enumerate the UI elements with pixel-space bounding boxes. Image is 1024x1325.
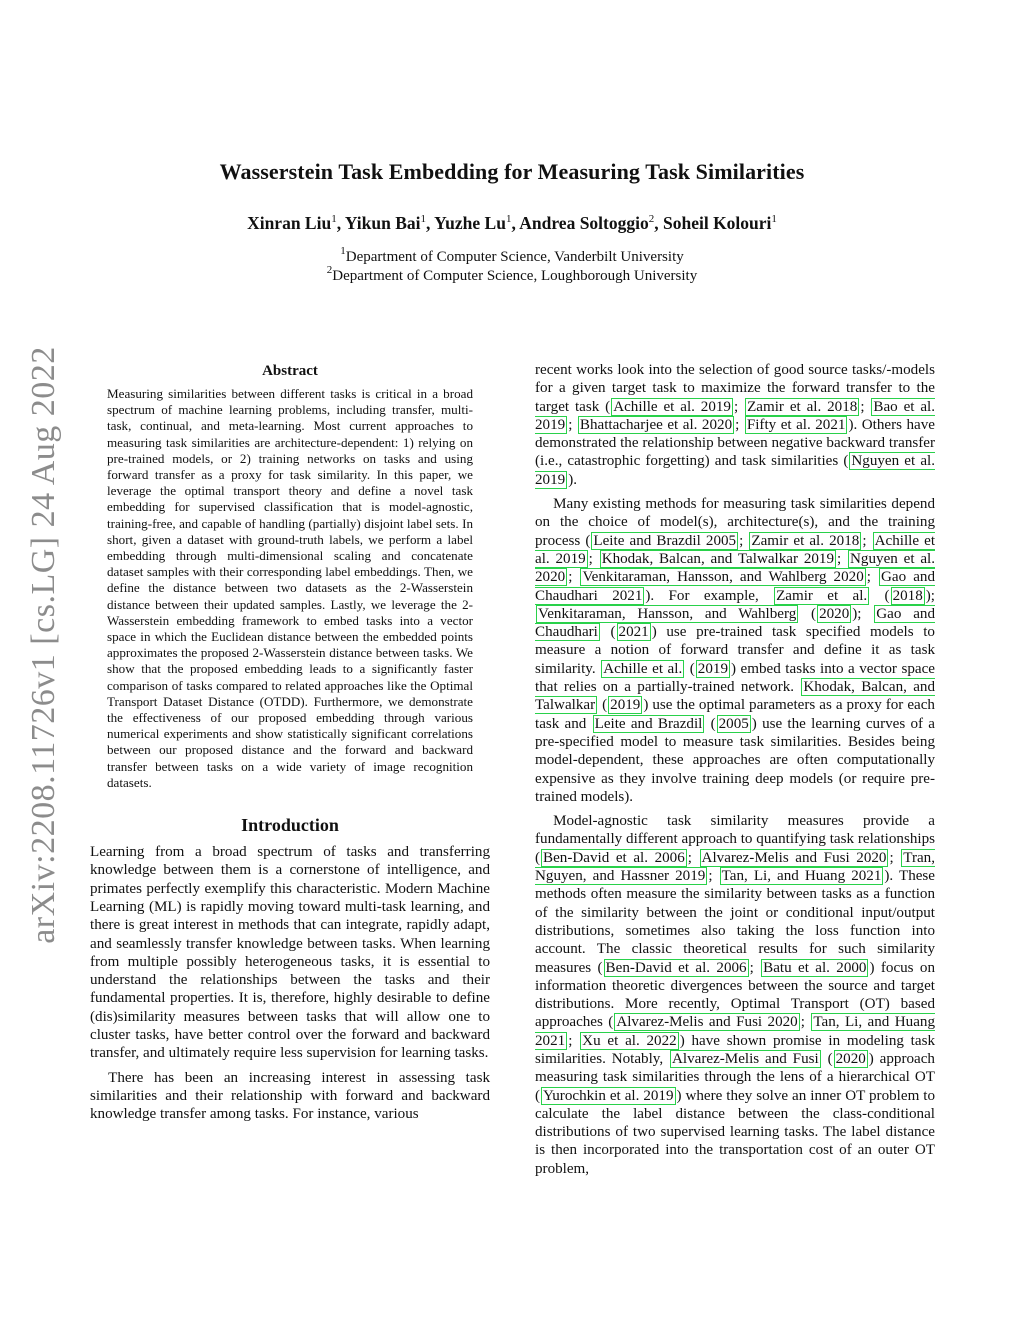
- citation-link[interactable]: Nguyen et al. 2020: [535, 550, 936, 586]
- citation-link[interactable]: Ben-David et al. 2006: [605, 959, 747, 976]
- arxiv-identifier: [18, 346, 70, 944]
- citation-link[interactable]: Ben-David et al. 2006: [543, 849, 685, 866]
- abstract-body: Measuring similarities between different tasks is critical in a broad spectrum of machine learning problems, including transfer, multi-task, continual, and meta-learning. Most current approaches to measuring task similarities are architecture-dependent: 1) relying on pre-trained models, or 2) training networks on tasks and using forward transfer as a proxy for task similarity. In this paper, we leverage the optimal transport theory and define a novel task embedding for supervised classification that is model-agnostic, training-free, and capable of handling (partially) disjoint label sets. In short, given a dataset with ground-truth labels, we perform a label embedding through multi-dimensional scaling and concatenate dataset samples with their corresponding label embeddings. Then, we define the distance between two datasets as the 2-Wasserstein distance between their updated samples. Lastly, we leverage the 2-Wasserstein embedding framework to embed tasks into a vector space in which the Euclidean distance between the embedded points approximates the proposed 2-Wasserstein distance between tasks. We show that the proposed embedding leads to a significantly faster comparison of tasks compared to related approaches like the Optimal Transport Dataset Distance (OTDD). Furthermore, we demonstrate the effectiveness of our proposed embedding through various numerical experiments and show statistically significant correlations between our proposed distance and the forward and backward transfer between tasks on a wide variety of image recognition datasets.: [107, 386, 473, 790]
- citation-link[interactable]: Khodak, Balcan, and Talwalkar 2019: [601, 550, 835, 567]
- citation-link[interactable]: Khodak, Balcan, and Talwalkar: [535, 679, 935, 714]
- citation-link[interactable]: Achille et al. 2019: [535, 532, 936, 567]
- citation-link[interactable]: 2020: [819, 605, 850, 622]
- citation-link[interactable]: 2019: [697, 660, 728, 677]
- citation-link[interactable]: 2018: [892, 587, 923, 604]
- author-affiliation-mark: 1: [420, 213, 427, 225]
- author-affiliation-mark: 1: [505, 213, 512, 225]
- citation-link[interactable]: Fifty et al. 2021: [746, 416, 846, 433]
- right-paragraph-3: Model-agnostic task similarity measures provide a fundamentally different approach to quantifying task relationships ( Ben-David et al. 2006 ; Alvarez-Melis and Fusi 2020 ; Tran, Nguyen, and Hassner 2019 ; Tan, Li, and Huang 2021 ). These methods often measure the similarity between tasks as a function of the similarity between the joint or conditional input/output distributions, sometimes also taking the loss function into account. The classic theoretical results for such similarity measures ( Ben-David et al. 2006 ; Batu et al. 2000 ) focus on information theoretic divergences between the source and target distributions. More recently, Optimal Transport (OT) based approaches ( Alvarez-Melis and Fusi 2020 ; Tan, Li, and Huang 2021 ; Xu et al. 2022 ) have shown promise in modeling task similarities. Notably, Alvarez-Melis and Fusi ( 2020 ) approach measuring task similarities through the lens of a hierarchical OT ( Yurochkin et al. 2019 ) where they solve an inner OT problem to calculate the label distance between the class-conditional distributions of two supervised learning tasks. The label distance is then incorporated into the transportation cost of an outer OT problem,: [535, 813, 936, 1177]
- citation-link[interactable]: 2020: [835, 1050, 866, 1067]
- citation-link[interactable]: Tan, Li, and Huang 2021: [721, 868, 882, 885]
- introduction-paragraph-2: There has been an increasing interest in assessing task similarities and their relationship with forward and backward knowledge transfer among tasks. For instance, various: [90, 1069, 490, 1123]
- author-name: Soheil Kolouri: [662, 213, 772, 233]
- author-affiliation-mark: 1: [771, 213, 777, 225]
- right-paragraph-1: recent works look into the selection of good source tasks/-models for a given target task to maximize the forward transfer to the target task ( Achille et al. 2019 ; Zamir et al. 2018 ; Bao et al. 2019 ; Bhattacharjee et al. 2020 ; Fifty et al. 2021 ). Others have demonstrated the relationship between negative backward transfer (i.e., catastrophic forgetting) and task similarities ( Nguyen et al. 2019 ).: [535, 362, 936, 488]
- introduction-paragraph-1: Learning from a broad spectrum of tasks and transferring knowledge between them is a cornerstone of intelligence, and primates perfectly exemplify this characteristic. Modern Machine Learning (ML) is rapidly moving toward multi-task learning, and there is great interest in methods that can integrate, rapidly adapt, and seamlessly transfer knowledge between tasks. When learning from multiple possibly heterogeneous tasks, it is essential to understand the relationships between the tasks and their fundamental properties. It is, therefore, highly desirable to define (dis)similarity measures between tasks that will allow one to cluster tasks, have better control over the forward and backward transfer, and ultimately require less supervision for learning tasks.: [90, 844, 490, 1062]
- right-paragraph-2: Many existing methods for measuring task similarities depend on the choice of model(s), architecture(s), and the training process ( Leite and Brazdil 2005 ; Zamir et al. 2018 ; Achille et al. 2019 ; Khodak, Balcan, and Talwalkar 2019 ; Nguyen et al. 2020 ; Venkitaraman, Hansson, and Wahlberg 2020 ; Gao and Chaudhari 2021 ). For example, Zamir et al. ( 2018 ); Venkitaraman, Hansson, and Wahlberg ( 2020 ); Gao and Chaudhari ( 2021 ) use pre-trained task specified models to measure a notion of forward transfer and define it as task similarity. Achille et al. ( 2019 ) embed tasks into a vector space that relies on a partially-trained network. Khodak, Balcan, and Talwalkar ( 2019 ) use the optimal parameters as a proxy for each task and Leite and Brazdil ( 2005 ) use the learning curves of a pre-specified model to measure task similarities. Besides being model-dependent, these approaches are often computationally expensive as they involve training deep models (or require pre-trained models).: [535, 496, 936, 805]
- citation-link[interactable]: Gao and Chaudhari: [535, 605, 935, 641]
- citation-link[interactable]: Xu et al. 2022: [582, 1032, 677, 1049]
- left-column: [90, 363, 490, 1124]
- arxiv-identifier-text: arXiv:2208.11726v1 [cs.LG] 24 Aug 2022: [25, 346, 63, 944]
- abstract-heading: Abstract: [262, 363, 318, 379]
- citation-link[interactable]: 2005: [718, 715, 749, 732]
- citation-link[interactable]: Achille et al. 2019: [613, 398, 731, 415]
- affiliation-text: Department of Computer Science, Loughborough University: [332, 268, 698, 284]
- citation-link[interactable]: Tan, Li, and Huang 2021: [535, 1014, 935, 1049]
- citation-link[interactable]: Zamir et al.: [776, 587, 868, 604]
- author-name: Yuzhe Lu: [434, 213, 506, 233]
- citation-link[interactable]: Gao and Chaudhari 2021: [535, 569, 935, 604]
- citation-link[interactable]: Alvarez-Melis and Fusi: [672, 1050, 819, 1067]
- citation-link[interactable]: Leite and Brazdil: [594, 715, 703, 732]
- author-name: Xinran Liu: [247, 213, 332, 233]
- author-affiliation-mark: 1: [331, 213, 337, 225]
- citation-link[interactable]: Alvarez-Melis and Fusi 2020: [616, 1014, 798, 1031]
- introduction-heading: Introduction: [241, 815, 339, 836]
- citation-link[interactable]: Zamir et al. 2018: [747, 398, 858, 415]
- citation-link[interactable]: Tran, Nguyen, and Hassner 2019: [535, 849, 935, 885]
- author-list: Xinran Liu$^1$, Yikun Bai$^1$, Yuzhe Lu$^1$, Andrea Soltoggio$^2$, Soheil Kolouri$^1$: [247, 213, 777, 233]
- author-name: Andrea Soltoggio: [519, 213, 649, 233]
- citation-link[interactable]: Alvarez-Melis and Fusi 2020: [701, 849, 887, 866]
- citation-link[interactable]: Venkitaraman, Hansson, and Wahlberg: [538, 605, 797, 622]
- citation-link[interactable]: Leite and Brazdil 2005: [593, 532, 737, 549]
- citation-link[interactable]: Batu et al. 2000: [763, 959, 867, 976]
- citation-link[interactable]: Nguyen et al. 2019: [535, 453, 935, 488]
- citation-link[interactable]: 2019: [610, 697, 641, 714]
- citation-link[interactable]: Venkitaraman, Hansson, and Wahlberg 2020: [582, 569, 864, 586]
- citation-link[interactable]: Achille et al.: [603, 660, 683, 677]
- affiliation-1: [0, 245, 1024, 266]
- paper-title: Wasserstein Task Embedding for Measuring Task Similarities: [219, 159, 805, 184]
- right-column: [535, 361, 935, 1178]
- citation-link[interactable]: Zamir et al. 2018: [751, 532, 860, 549]
- affiliation-2: [0, 264, 1024, 285]
- affiliation-mark: 1: [340, 245, 346, 257]
- citation-link[interactable]: Bhattacharjee et al. 2020: [579, 416, 733, 433]
- citation-link[interactable]: Yurochkin et al. 2019: [543, 1087, 674, 1104]
- citation-link[interactable]: 2021: [618, 624, 649, 641]
- affiliation-text: Department of Computer Science, Vanderbilt University: [345, 249, 684, 265]
- affiliation-mark: 2: [326, 264, 333, 276]
- author-name: Yikun Bai: [344, 213, 421, 233]
- citation-link[interactable]: Bao et al. 2019: [535, 398, 936, 433]
- author-affiliation-mark: 2: [648, 213, 655, 225]
